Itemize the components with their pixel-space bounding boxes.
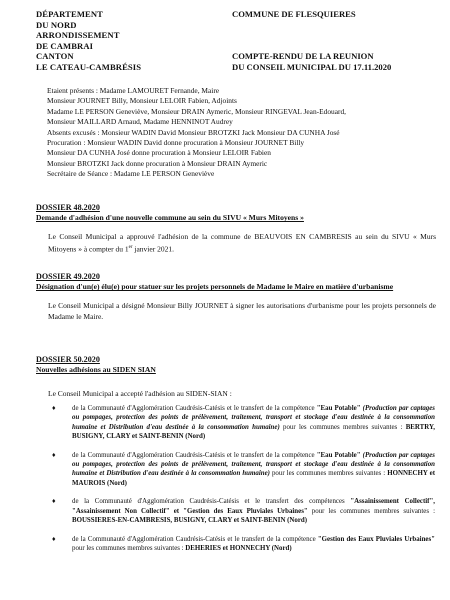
- dossier-50-intro: Le Conseil Municipal a accepté l'adhésion au SIDEN-SIAN :: [48, 389, 232, 398]
- department-line: LE CATEAU-CAMBRÉSIS: [36, 61, 142, 72]
- department-block: [36, 9, 141, 73]
- department-line: DE CAMBRAI: [36, 40, 94, 51]
- dossier-50: [36, 355, 436, 375]
- member-communes: BOUSSIERES-EN-CAMBRESIS, BUSIGNY, CLARY et SAINT-BENIN (Nord): [72, 516, 308, 524]
- attendance-line: Procuration : Monsieur WADIN David donne procuration à Monsieur JOURNET Billy: [47, 138, 305, 148]
- item-text: de la Communauté d'Agglomération Caudrésis-Catésis et le transfert de la compétence: [72, 451, 317, 459]
- list-item: [52, 404, 435, 441]
- dossier-subject: Demande d'adhésion d'une nouvelle commune au sein du SIVU « Murs Mitoyens »: [36, 213, 304, 223]
- competence-name: "Gestion des Eaux Pluviales Urbaines": [317, 535, 435, 543]
- dossier-number: DOSSIER 49.2020: [36, 272, 100, 281]
- dossier-text-part: Le Conseil Municipal a approuvé l'adhésion de la commune de BEAUVOIS EN CAMBRESIS au sein du SIVU « Murs Mitoyens » à compter du 1: [48, 232, 436, 254]
- attendance-line: Monsieur DA CUNHA José donne procuration à Monsieur LELOIR Fabien: [47, 148, 271, 158]
- member-communes: DEHERIES et HONNECHY (Nord): [185, 545, 292, 553]
- item-text: pour les communes membres suivantes :: [72, 545, 186, 553]
- department-line: DU NORD: [36, 19, 77, 30]
- list-item: [52, 497, 435, 525]
- attendance-list: [47, 86, 438, 180]
- department-line: ARRONDISSEMENT: [36, 30, 120, 41]
- competence-name: "Assainissement Collectif", "Assainissement Non Collectif" et "Gestion des Eaux Pluviales Urbaines": [72, 498, 435, 515]
- attendance-line: Etaient présents : Madame LAMOURET Fernande, Maire: [47, 86, 220, 95]
- dossier-number: DOSSIER 50.2020: [36, 355, 100, 364]
- item-text: pour les communes membres suivantes :: [307, 507, 436, 515]
- competence-detail: (Production par captages ou pompages, protection des points de prélèvement, traitement, transport et stockage d'eau destinée à la consommation humaine et Distribution d'eau destinée à la consommation humaine): [72, 405, 435, 431]
- item-text: pour les communes membres suivantes :: [269, 470, 388, 478]
- attendance-line: Absents excusés : Monsieur WADIN David Monsieur BROTZKI Jack Monsieur DA CUNHA José: [47, 127, 340, 137]
- competence-name: "Eau Potable": [316, 405, 361, 412]
- diamond-bullet-icon: ♦: [52, 497, 56, 506]
- report-title: [232, 51, 391, 72]
- attendance-line: Madame LE PERSON Geneviève, Monsieur DRAIN Aymeric, Monsieur RINGEVAL Jean-Edouard,: [47, 106, 346, 116]
- list-item: [52, 535, 435, 554]
- member-communes: BERTRY, BUSIGNY, CLARY et SAINT-BENIN (Nord): [72, 423, 436, 440]
- report-title-line: COMPTE-RENDU DE LA REUNION: [232, 51, 374, 61]
- dossier-text-part: janvier 2021.: [132, 244, 174, 254]
- member-communes: HONNECHY et MAUROIS (Nord): [72, 470, 435, 487]
- attendance-line: Monsieur MAILLARD Arnaud, Madame HENNINOT Audrey: [47, 117, 233, 127]
- attendance-line: Monsieur BROTZKI Jack donne procuration à Monsieur DRAIN Aymeric: [47, 158, 268, 168]
- department-line: DÉPARTEMENT: [36, 9, 104, 19]
- dossier-text: [36, 232, 436, 254]
- item-text: de la Communauté d'Agglomération Caudrésis-Catésis et le transfert de la compétence: [72, 405, 317, 412]
- commune-title: COMMUNE DE FLESQUIERES: [232, 9, 356, 19]
- diamond-bullet-icon: ♦: [52, 450, 56, 459]
- diamond-bullet-icon: ♦: [52, 534, 56, 543]
- dossier-48: [36, 203, 436, 255]
- competence-detail: (Production par captages ou pompages, protection des points de prélèvement, traitement, transport et stockage d'eau destinée à la consommation humaine et Distribution d'eau destinée à la consommation humaine): [72, 451, 435, 478]
- diamond-bullet-icon: ♦: [52, 404, 56, 412]
- report-title-line: DU CONSEIL MUNICIPAL DU 17.11.2020: [232, 61, 392, 72]
- dossier-49: [36, 272, 436, 322]
- attendance-line: Secrétaire de Séance : Madame LE PERSON Geneviève: [47, 169, 215, 179]
- attendance-line: Monsieur JOURNET Billy, Monsieur LELOIR Fabien, Adjoints: [47, 96, 237, 106]
- dossier-text: Le Conseil Municipal a désigné Monsieur Billy JOURNET à signer les autorisations d'urbanisme pour les projets personnels de Madame le Maire.: [48, 301, 436, 321]
- dossier-number: DOSSIER 48.2020: [36, 203, 100, 212]
- item-text: de la Communauté d'Agglomération Caudrésis-Catésis et le transfert des compétences: [72, 498, 351, 506]
- membership-list: [52, 404, 435, 563]
- department-line: CANTON: [36, 51, 74, 62]
- dossier-subject: Désignation d'un(e) élu(e) pour statuer sur les projets personnels de Madame le Maire en matière d'urbanisme: [36, 282, 394, 292]
- list-item: [52, 451, 435, 488]
- ordinal-suffix: er: [128, 244, 133, 250]
- item-text: de la Communauté d'Agglomération Caudrésis-Catésis et le transfert de la compétence: [72, 535, 318, 543]
- item-text: pour les communes membres suivantes :: [279, 423, 406, 431]
- document-header: [36, 9, 430, 77]
- competence-name: "Eau Potable": [316, 451, 361, 459]
- dossier-subject: Nouvelles adhésions au SIDEN SIAN: [36, 365, 156, 375]
